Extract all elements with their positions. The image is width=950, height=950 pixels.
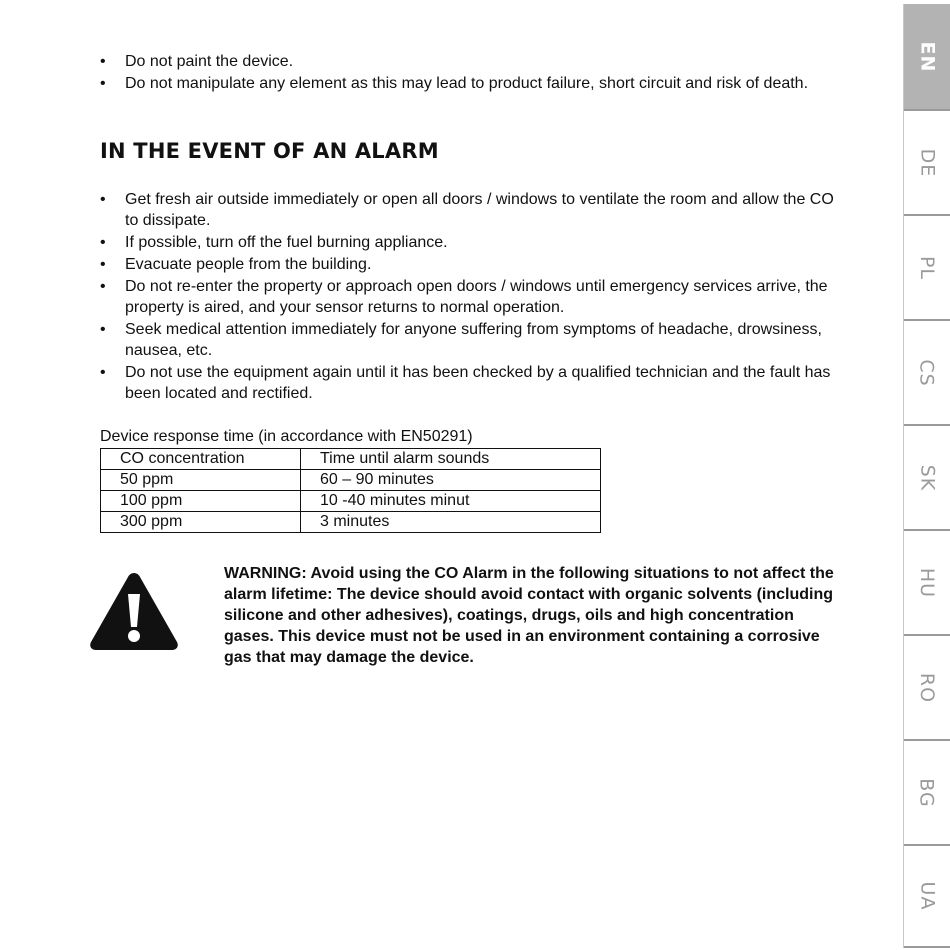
table-cell: 60 – 90 minutes xyxy=(301,470,601,491)
list-item: • Evacuate people from the building. xyxy=(100,254,835,275)
table-row xyxy=(101,512,601,533)
table-row xyxy=(101,491,601,512)
table-cell: 10 -40 minutes minut xyxy=(301,491,601,512)
list-item: • Seek medical attention immediately for anyone suffering from symptoms of headache, drowsiness, nausea, etc. xyxy=(100,319,835,361)
tab-sk[interactable]: SK xyxy=(904,426,950,531)
tab-de[interactable]: DE xyxy=(904,111,950,216)
table-cell: 100 ppm xyxy=(101,491,301,512)
tab-ua[interactable]: UA xyxy=(904,846,950,948)
table-caption: Device response time (in accordance with EN50291) xyxy=(100,428,473,445)
list-item: • Do not use the equipment again until it has been checked by a qualified technician and the fault has been located and rectified. xyxy=(100,362,835,404)
table-cell: 3 minutes xyxy=(301,512,601,533)
section-heading: IN THE EVENT OF AN ALARM xyxy=(100,139,439,163)
safety-bullet-list xyxy=(100,51,835,95)
tab-en[interactable]: EN xyxy=(904,4,950,111)
list-item: • Get fresh air outside immediately or open all doors / windows to ventilate the room and allow the CO to dissipate. xyxy=(100,189,835,231)
tab-bg[interactable]: BG xyxy=(904,741,950,846)
table-cell: 50 ppm xyxy=(101,470,301,491)
tab-pl[interactable]: PL xyxy=(904,216,950,321)
list-item: • Do not manipulate any element as this may lead to product failure, short circuit and risk of death. xyxy=(100,73,835,94)
table-header-cell: Time until alarm sounds xyxy=(301,449,601,470)
response-time-table xyxy=(100,448,601,533)
table-row xyxy=(101,470,601,491)
table-header-row xyxy=(101,449,601,470)
tab-ro[interactable]: RO xyxy=(904,636,950,741)
list-item: • If possible, turn off the fuel burning appliance. xyxy=(100,232,835,253)
table-cell: 300 ppm xyxy=(101,512,301,533)
warning-text: WARNING: Avoid using the CO Alarm in the following situations to not affect the alarm lifetime: The device should avoid contact with organic solvents (including silicone and other adhesives), coatings, drugs, oils and high concentration gases. This device must not be used in an environment containing a corrosive gas that may damage the device. xyxy=(224,565,834,666)
language-tab-strip xyxy=(903,4,950,948)
tab-cs[interactable]: CS xyxy=(904,321,950,426)
list-item: • Do not re-enter the property or approach open doors / windows until emergency services arrive, the property is aired, and your sensor returns to normal operation. xyxy=(100,276,835,318)
table-header-cell: CO concentration xyxy=(101,449,301,470)
warning-triangle-icon xyxy=(88,570,180,652)
list-item: • Do not paint the device. xyxy=(100,51,835,72)
tab-hu[interactable]: HU xyxy=(904,531,950,636)
alarm-bullet-list xyxy=(100,189,835,405)
